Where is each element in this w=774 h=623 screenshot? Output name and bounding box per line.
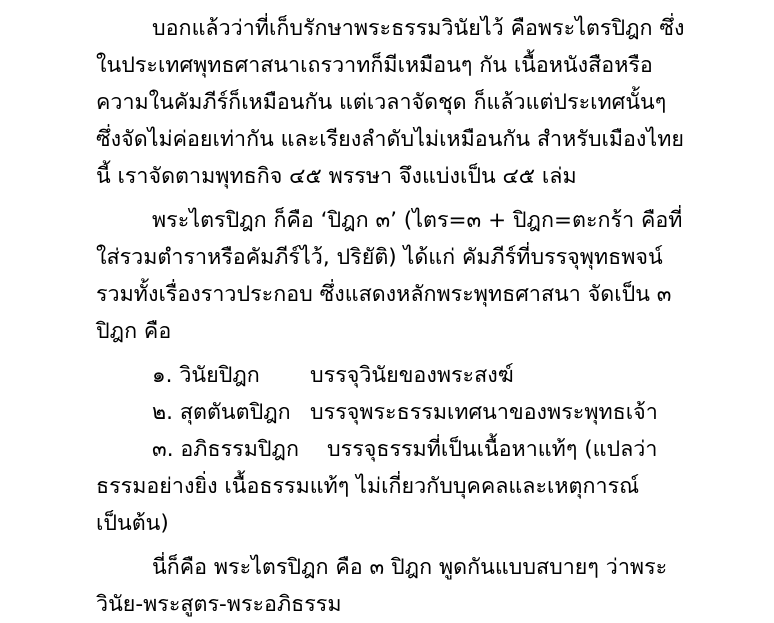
- list-item-text-3: บรรจุธรรมที่เป็นเนื้อหาแท้ๆ (แปลว่า: [327, 437, 658, 462]
- list-item-number-2: ๒.: [152, 400, 174, 425]
- paragraph-1: บอกแล้วว่าที่เก็บรักษาพระธรรมวินัยไว้ คือพระไตรปิฎก ซึ่งในประเทศพุทธศาสนาเถรวาทก็มีเหมือนๆ กัน เนื้อหนังสือหรือความในคัมภีร์ก็เหมือนกัน แต่เวลาจัดชุด ก็แล้วแต่ประเทศนั้นๆ ซึ่งจัดไม่ค่อยเท่ากัน และเรียงลำดับไม่เหมือนกัน สำหรับเมืองไทยนี้ เราจัดตามพุทธกิจ ๔๕ พรรษา จึงแบ่งเป็น ๔๕ เล่ม: [96, 16, 685, 189]
- paragraph-2: พระไตรปิฎก ก็คือ ‘ปิฎก ๓’ (ไตร=๓ + ปิฎก=ตะกร้า คือที่ใส่รวมตำราหรือคัมภีร์ไว้, ปริยัติ) ได้แก่ คัมภีร์ที่บรรจุพุทธพจน์รวมทั้งเรื่องราวประกอบ ซึ่งแสดงหลักพระพุทธศาสนา จัดเป็น ๓ ปิฎก คือ: [96, 208, 683, 344]
- paragraph-spacer-2: [96, 350, 688, 357]
- list-item-text-1: บรรจุวินัยของพระสงฆ์: [310, 363, 514, 388]
- list-item-number-3: ๓.: [152, 437, 174, 462]
- closing-paragraph: นี่ก็คือ พระไตรปิฎก คือ ๓ ปิฎก พูดกันแบบสบายๆ ว่าพระวินัย-พระสูตร-พระอภิธรรม: [96, 555, 668, 617]
- list-item-number-1: ๑.: [152, 363, 173, 388]
- list-item: [96, 394, 688, 431]
- paragraph-spacer-1: [96, 195, 688, 202]
- list-item-title-1: วินัยปิฎก: [179, 363, 260, 388]
- list-continuation: ธรรมอย่างยิ่ง เนื้อธรรมแท้ๆ ไม่เกี่ยวกับบุคคลและเหตุการณ์เป็นต้น): [96, 474, 640, 536]
- list-item: [96, 431, 688, 468]
- pitaka-list: [96, 357, 688, 468]
- list-item-title-3: อภิธรรมปิฎก: [180, 437, 299, 462]
- list-item-text-2: บรรจุพระธรรมเทศนาของพระพุทธเจ้า: [310, 400, 658, 425]
- list-item-label-2: [152, 394, 310, 431]
- paragraph-spacer-3: [96, 542, 688, 549]
- list-item: [96, 357, 688, 394]
- list-item-label-1: [152, 357, 310, 394]
- list-item-title-2: สุตตันตปิฎก: [179, 400, 291, 425]
- list-item-label-3: [152, 431, 327, 468]
